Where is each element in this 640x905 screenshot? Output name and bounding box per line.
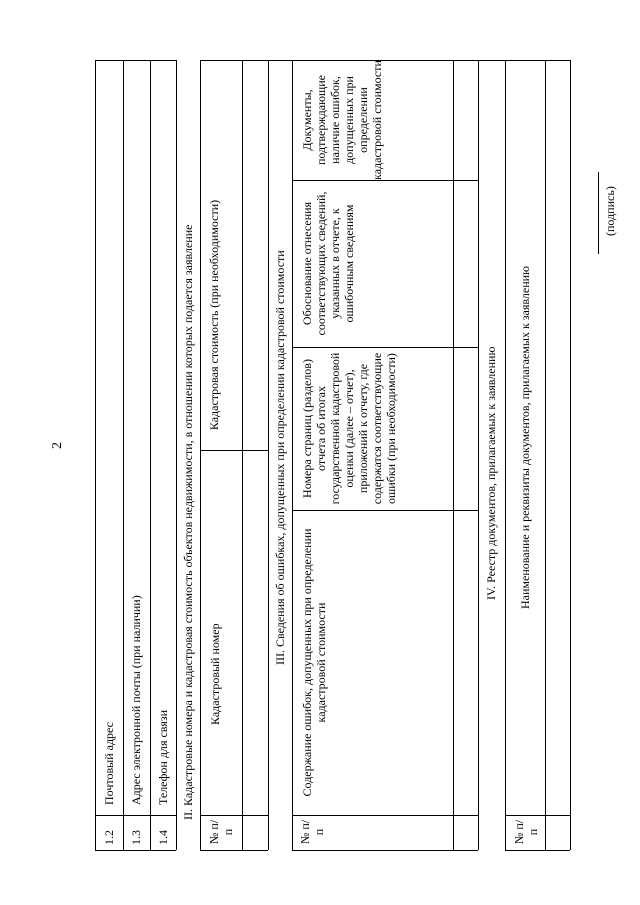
table-border	[268, 60, 269, 850]
table-border	[95, 815, 176, 816]
table-border	[505, 850, 570, 851]
signature-label: (подпись)	[603, 186, 617, 236]
column-header-num: № п/п	[207, 819, 235, 845]
table-border	[95, 850, 176, 851]
section-title: III. Сведения об ошибках, допущенных при определении кадастровой стоимости	[273, 250, 287, 665]
table-border	[150, 60, 151, 850]
signature-line	[598, 172, 599, 254]
table-border	[242, 60, 243, 850]
column-header-reason: Обоснование отнесения соответствующих сведений, указанных в отчете, к ошибочным сведениям	[300, 191, 356, 336]
section-title: IV. Реестр документов, прилагаемых к заявлению	[484, 346, 498, 600]
table-border	[478, 60, 479, 850]
table-border	[505, 60, 506, 850]
section-title: II. Кадастровые номера и кадастровая стоимость объектов недвижимости, в отношении которых подается заявление	[181, 224, 195, 820]
column-header-pages: Номера страниц (разделов) отчета об итогах государственной кадастровой оценки (далее – отчет), приложений к отчету, где содержатся соответствующие ошибки (при необходимости)	[300, 352, 398, 505]
table-border	[292, 815, 478, 816]
page-number: 2	[50, 442, 65, 449]
table-border	[453, 60, 454, 850]
table-border	[545, 60, 546, 850]
column-header-num: № п/п	[512, 819, 540, 845]
row-number: 1.4	[156, 830, 170, 845]
table-border	[200, 850, 268, 851]
row-number: 1.2	[102, 830, 116, 845]
row-label: Почтовый адрес	[102, 721, 116, 805]
column-header-document-name: Наименование и реквизиты документов, прилагаемых к заявлению	[518, 265, 532, 610]
table-border	[200, 450, 268, 451]
column-header-documents: Документы, подтверждающие наличие ошибок, допущенных при определении кадастровой стоимости	[300, 60, 384, 180]
table-border	[292, 60, 293, 850]
table-border	[200, 815, 268, 816]
table-border	[200, 60, 268, 61]
row-number: 1.3	[129, 830, 143, 845]
table-border	[570, 60, 571, 850]
table-border	[176, 60, 177, 850]
table-border	[95, 60, 96, 850]
column-header-cadastral-number: Кадастровый номер	[208, 623, 222, 725]
table-border	[505, 815, 570, 816]
table-border	[95, 60, 176, 61]
table-border	[200, 60, 201, 850]
table-border	[292, 850, 478, 851]
column-header-content: Содержание ошибок, допущенных при определении кадастровой стоимости	[300, 528, 328, 797]
row-label: Адрес электронной почты (при наличии)	[129, 595, 143, 805]
table-border	[123, 60, 124, 850]
column-header-cadastral-value: Кадастровая стоимость (при необходимости)	[207, 199, 221, 431]
column-header-num: № п/п	[298, 819, 326, 845]
row-label: Телефон для связи	[156, 710, 170, 805]
